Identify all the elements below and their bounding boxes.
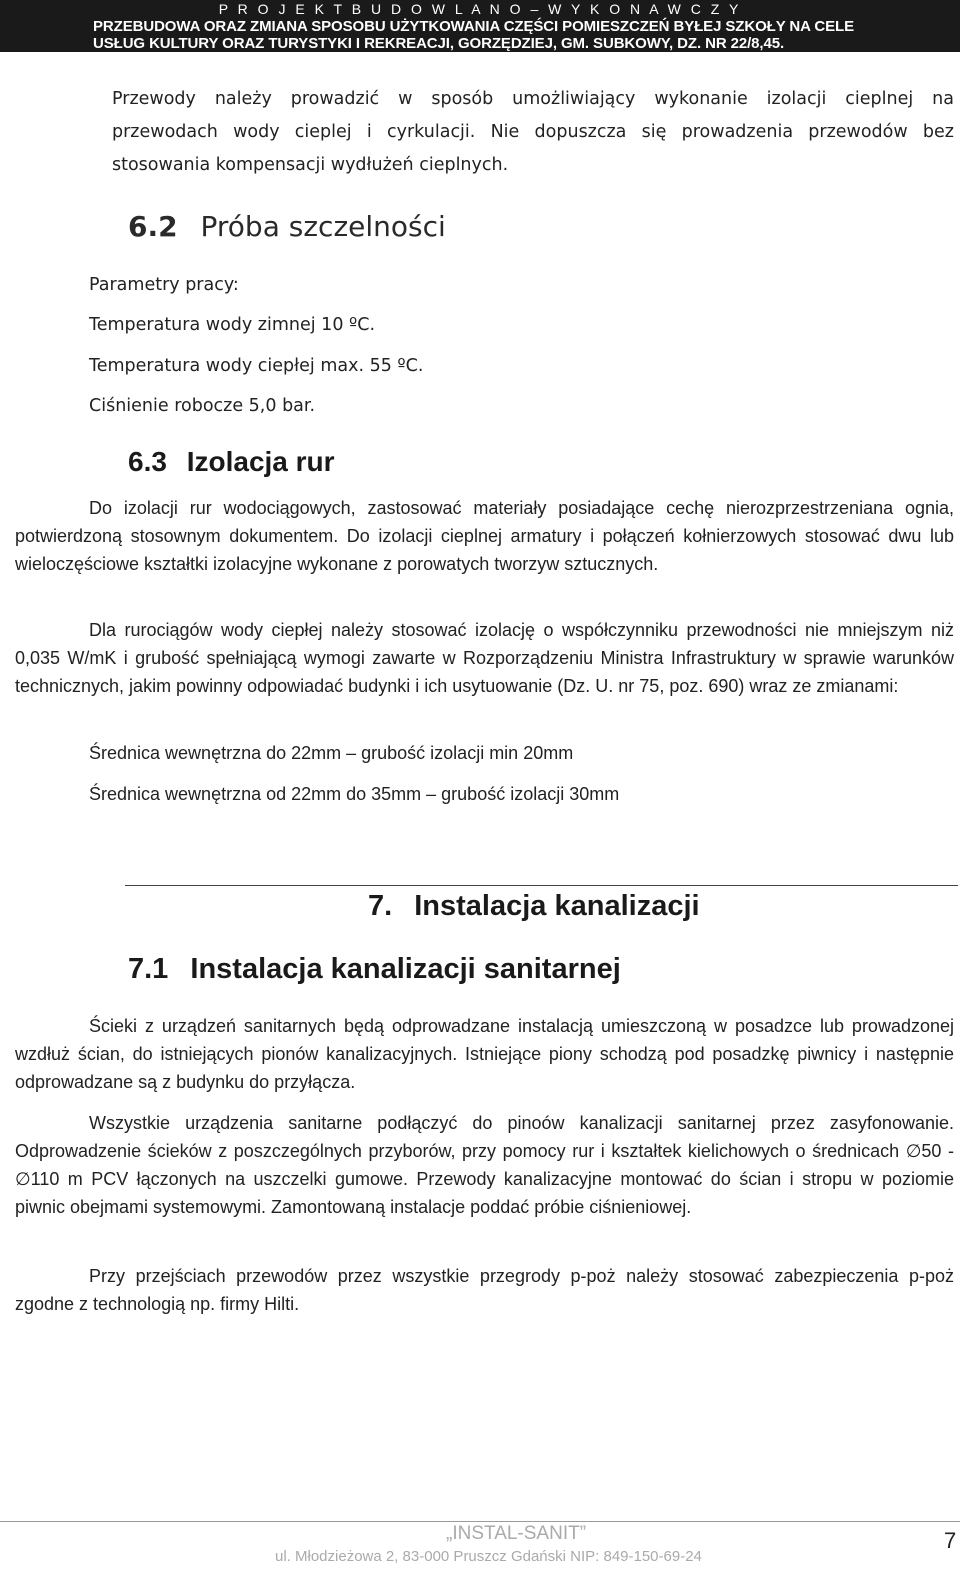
intro-line-1: Przewody należy prowadzić w sposób umożliwiający wykonanie izolacji cieplnej na [112, 89, 954, 109]
header-project-title-line2: USŁUG KULTURY ORAZ TURYSTYKI I REKREACJI, GORZĘDZIEJ, GM. SUBKOWY, DZ. NR 22/8,45. [93, 35, 785, 52]
intro-line-3: stosowania kompensacji wydłużeń cieplnych. [112, 155, 509, 175]
section-heading-6-2 [128, 210, 446, 243]
param-cold-water: Temperatura wody zimnej 10 ºC. [89, 315, 376, 335]
insulation-paragraph-1: Do izolacji rur wodociągowych, zastosować materiały posiadające cechę nierozprzestrzeniana ognia, potwierdzoną stosownym dokumentem. Do izolacji cieplnej armatury i połączeń kołnierzowych stosować dwu lub wieloczęściowe kształtki izolacyjne wykonane z porowatych tworzyw sztucznych. [15, 498, 954, 574]
header-document-type: P R O J E K T B U D O W L A N O – W Y K O N A W C Z Y [218, 1, 742, 17]
section-title: Izolacja rur [186, 446, 335, 477]
section-number: 6.3 [128, 446, 167, 477]
sewage-paragraph-3: Przy przejściach przewodów przez wszystkie przegrody p-poż należy stosować zabezpieczenia p-poż zgodne z technologią np. firmy Hilti. [15, 1266, 954, 1314]
param-pressure: Ciśnienie robocze 5,0 bar. [89, 396, 316, 416]
footer-company-name: „INSTAL-SANIT” [446, 1523, 587, 1544]
section-number: 7.1 [128, 953, 169, 985]
footer-divider [0, 1521, 960, 1522]
chapter-heading-7 [368, 890, 700, 923]
param-hot-water: Temperatura wody ciepłej max. 55 ºC. [89, 356, 424, 376]
header-project-title-line1: PRZEBUDOWA ORAZ ZMIANA SPOSOBU UŻYTKOWANIA CZĘŚCI POMIESZCZEŃ BYŁEJ SZKOŁY NA CELE [93, 18, 854, 35]
section-number: 6.2 [128, 210, 178, 243]
sewage-paragraph-2: Wszystkie urządzenia sanitarne podłączyć do pinoów kanalizacji sanitarnej przez zasyfonowanie. Odprowadzenie ścieków z poszczególnych przyborów, przy pomocy rur i kształtek kielichowych o średnicach ∅50 - ∅110 m PCV łączonych na uszczelki gumowe. Przewody kanalizacyjne montować do ścian i stropu w poziomie piwnic obejmami systemowymi. Zamontowaną instalacje poddać próbie ciśnieniowej. [15, 1113, 954, 1217]
footer-address: ul. Młodzieżowa 2, 83-000 Pruszcz Gdański NIP: 849-150-69-24 [275, 1548, 702, 1565]
page-header [0, 0, 960, 52]
section-title: Próba szczelności [200, 210, 446, 243]
chapter-number: 7. [368, 890, 393, 922]
param-label: Parametry pracy: [89, 275, 239, 295]
section-title: Instalacja kanalizacji sanitarnej [190, 953, 621, 985]
section-heading-6-3 [128, 446, 335, 478]
section-heading-7-1 [128, 953, 621, 986]
insulation-diameter-1: Średnica wewnętrzna do 22mm – grubość izolacji min 20mm [89, 743, 574, 763]
chapter-title: Instalacja kanalizacji [414, 890, 700, 922]
insulation-paragraph-2: Dla rurociągów wody ciepłej należy stosować izolację o współczynniku przewodności nie mniejszym niż 0,035 W/mK i grubość spełniającą wymogi zawarte w Rozporządzeniu Ministra Infrastruktury w sprawie warunków technicznych, jakim powinny odpowiadać budynki i ich usytuowanie (Dz. U. nr 75, poz. 690) wraz ze zmianami: [15, 620, 954, 696]
insulation-diameter-2: Średnica wewnętrzna od 22mm do 35mm – grubość izolacji 30mm [89, 784, 620, 804]
sewage-paragraph-1: Ścieki z urządzeń sanitarnych będą odprowadzane instalacją umieszczoną w posadzce lub prowadzonej wzdłuż ścian, do istniejących pionów kanalizacyjnych. Istniejące piony schodzą pod posadzkę piwnicy i następnie odprowadzane są z budynku do przyłącza. [15, 1016, 954, 1092]
intro-line-2: przewodach wody cieplej i cyrkulacji. Nie dopuszcza się prowadzenia przewodów bez [112, 122, 954, 142]
page-number: 7 [944, 1528, 957, 1553]
section-divider [125, 885, 958, 886]
